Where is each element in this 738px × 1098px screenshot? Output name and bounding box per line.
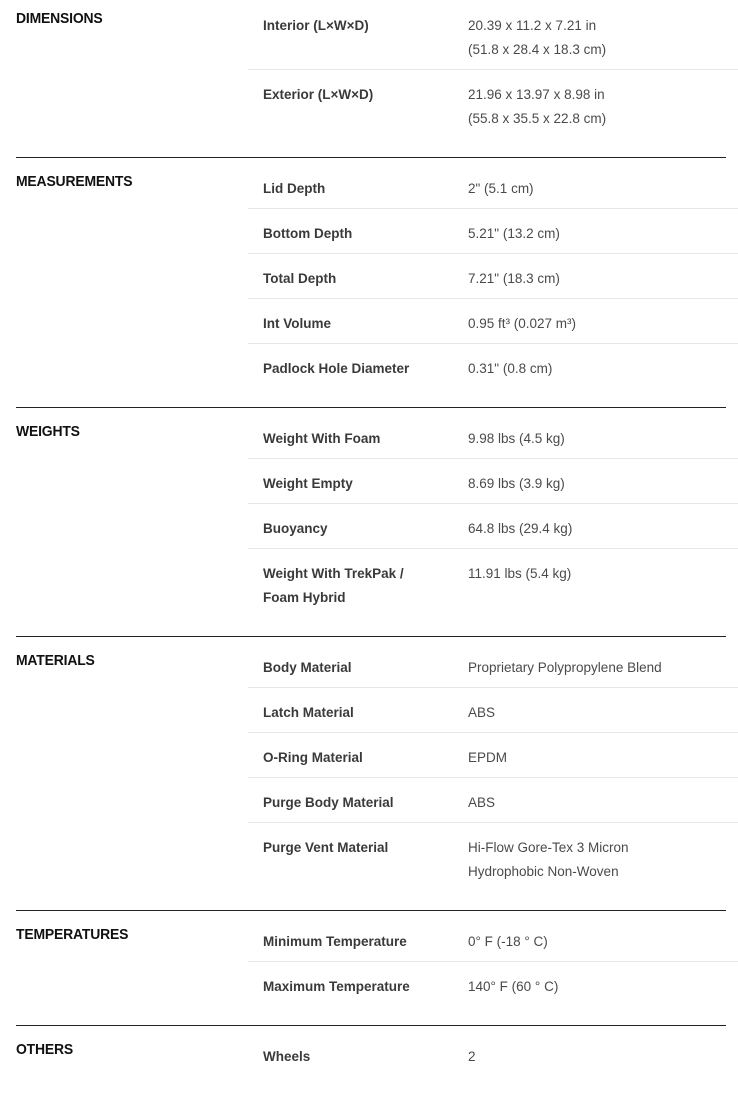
spec-value (468, 975, 738, 999)
spec-label-line: Wheels (263, 1049, 311, 1064)
section-title-temperatures: TEMPERATURES (16, 926, 129, 943)
spec-label (263, 656, 443, 680)
spec-row (248, 14, 738, 62)
spec-row (248, 1045, 738, 1069)
spec-value (468, 312, 738, 336)
spec-value-line: 8.69 lbs (3.9 kg) (468, 476, 565, 491)
spec-label-line: Exterior (L×W×D) (263, 87, 374, 102)
spec-value-line: 20.39 x 11.2 x 7.21 in (468, 18, 597, 33)
section-title-materials: MATERIALS (16, 652, 95, 669)
spec-label-line: Latch Material (263, 705, 354, 720)
spec-value-line: 7.21" (18.3 cm) (468, 271, 560, 286)
spec-value-line: (51.8 x 28.4 x 18.3 cm) (468, 42, 607, 57)
spec-row (248, 656, 738, 680)
section-divider (16, 910, 726, 911)
spec-row (248, 472, 738, 496)
spec-value-line: 21.96 x 13.97 x 8.98 in (468, 87, 605, 102)
spec-label-line: Foam Hybrid (263, 590, 346, 605)
spec-label (263, 930, 443, 954)
spec-value (468, 562, 738, 586)
spec-row (248, 836, 738, 884)
spec-value (468, 930, 738, 954)
row-separator (248, 503, 738, 504)
section-divider (16, 1025, 726, 1026)
spec-row (248, 791, 738, 815)
spec-value-line: 0.95 ft³ (0.027 m³) (468, 316, 577, 331)
section-title-weights: WEIGHTS (16, 423, 80, 440)
spec-row (248, 427, 738, 451)
spec-value-line: Hi-Flow Gore-Tex 3 Micron (468, 840, 629, 855)
row-separator (248, 822, 738, 823)
spec-value (468, 222, 738, 246)
spec-label-line: Minimum Temperature (263, 934, 407, 949)
spec-label (263, 1045, 443, 1069)
spec-value (468, 472, 738, 496)
spec-label (263, 791, 443, 815)
spec-value (468, 83, 738, 131)
spec-label (263, 177, 443, 201)
spec-row (248, 746, 738, 770)
spec-row (248, 357, 738, 381)
spec-value (468, 267, 738, 291)
row-separator (248, 961, 738, 962)
section-divider (16, 407, 726, 408)
spec-value (468, 14, 738, 62)
spec-label-line: Buoyancy (263, 521, 328, 536)
spec-value-line: Hydrophobic Non-Woven (468, 864, 619, 879)
spec-value-line: 2 (468, 1049, 476, 1064)
row-separator (248, 208, 738, 209)
spec-value (468, 746, 738, 770)
spec-value (468, 791, 738, 815)
section-title-dimensions: DIMENSIONS (16, 10, 103, 27)
spec-value (468, 517, 738, 541)
spec-label (263, 14, 443, 38)
spec-value (468, 427, 738, 451)
row-separator (248, 69, 738, 70)
row-separator (248, 548, 738, 549)
spec-value-line: 5.21" (13.2 cm) (468, 226, 560, 241)
spec-label-line: O-Ring Material (263, 750, 363, 765)
spec-label (263, 562, 443, 610)
spec-value-line: 2" (5.1 cm) (468, 181, 534, 196)
spec-label (263, 517, 443, 541)
spec-value (468, 836, 738, 884)
spec-row (248, 177, 738, 201)
spec-value (468, 656, 738, 680)
spec-value-line: Proprietary Polypropylene Blend (468, 660, 662, 675)
spec-value-line: 140° F (60 ° C) (468, 979, 559, 994)
spec-value-line: ABS (468, 705, 496, 720)
row-separator (248, 253, 738, 254)
spec-label (263, 427, 443, 451)
row-separator (248, 298, 738, 299)
spec-row (248, 312, 738, 336)
spec-row (248, 267, 738, 291)
row-separator (248, 687, 738, 688)
spec-label-line: Purge Vent Material (263, 840, 389, 855)
spec-row (248, 701, 738, 725)
spec-label-line: Lid Depth (263, 181, 326, 196)
spec-row (248, 517, 738, 541)
spec-label-line: Weight Empty (263, 476, 353, 491)
spec-label-line: Total Depth (263, 271, 337, 286)
spec-value-line: 9.98 lbs (4.5 kg) (468, 431, 565, 446)
spec-label-line: Int Volume (263, 316, 332, 331)
spec-value-line: 0° F (-18 ° C) (468, 934, 548, 949)
spec-value-line: 0.31" (0.8 cm) (468, 361, 553, 376)
spec-label (263, 222, 443, 246)
spec-row (248, 930, 738, 954)
spec-value (468, 701, 738, 725)
spec-value-line: 64.8 lbs (29.4 kg) (468, 521, 573, 536)
spec-row (248, 222, 738, 246)
spec-value-line: (55.8 x 35.5 x 22.8 cm) (468, 111, 607, 126)
spec-label-line: Padlock Hole Diameter (263, 361, 410, 376)
spec-value-line: 11.91 lbs (5.4 kg) (468, 566, 572, 581)
spec-row (248, 562, 738, 610)
spec-label (263, 267, 443, 291)
row-separator (248, 777, 738, 778)
spec-label-line: Interior (L×W×D) (263, 18, 369, 33)
spec-label (263, 472, 443, 496)
spec-row (248, 975, 738, 999)
row-separator (248, 732, 738, 733)
spec-value (468, 357, 738, 381)
spec-label (263, 701, 443, 725)
spec-value-line: EPDM (468, 750, 508, 765)
spec-label (263, 83, 443, 107)
spec-label (263, 312, 443, 336)
spec-label (263, 357, 443, 381)
row-separator (248, 343, 738, 344)
spec-value (468, 1045, 738, 1069)
section-title-measurements: MEASUREMENTS (16, 173, 133, 190)
section-divider (16, 157, 726, 158)
spec-label-line: Bottom Depth (263, 226, 353, 241)
spec-label-line: Weight With TrekPak / (263, 566, 404, 581)
spec-label-line: Body Material (263, 660, 352, 675)
spec-label-line: Purge Body Material (263, 795, 394, 810)
spec-label-line: Maximum Temperature (263, 979, 410, 994)
spec-label (263, 975, 443, 999)
spec-value (468, 177, 738, 201)
spec-label (263, 746, 443, 770)
spec-value-line: ABS (468, 795, 496, 810)
spec-label (263, 836, 443, 860)
spec-row (248, 83, 738, 131)
row-separator (248, 458, 738, 459)
spec-label-line: Weight With Foam (263, 431, 381, 446)
section-divider (16, 636, 726, 637)
section-title-others: OTHERS (16, 1041, 74, 1058)
